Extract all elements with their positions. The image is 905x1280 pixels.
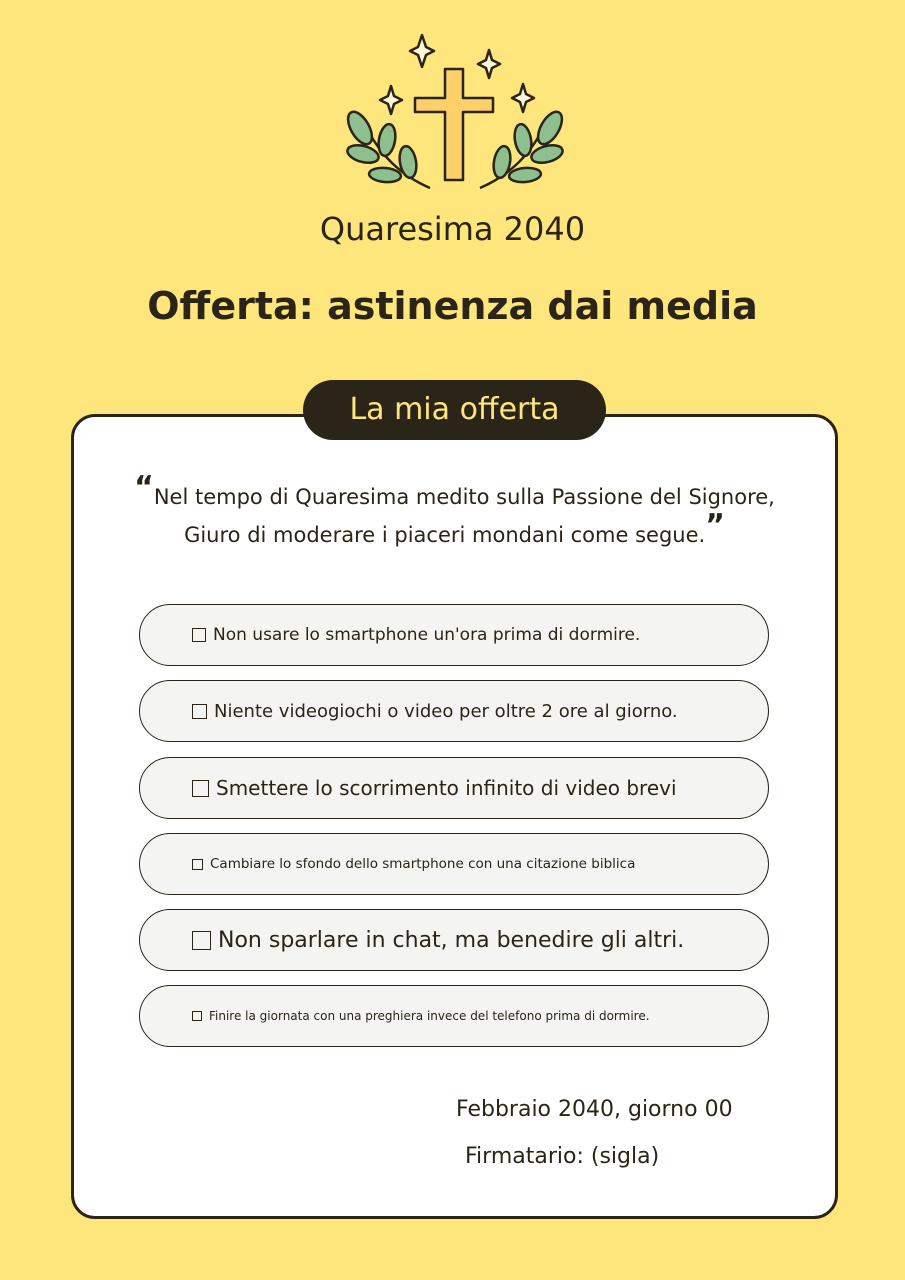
checkbox[interactable]: [192, 859, 203, 870]
pledge-item[interactable]: [139, 757, 769, 819]
quote-line-2: Giuro di moderare i piaceri mondani come segue.: [184, 523, 706, 547]
pledge-item[interactable]: [139, 680, 769, 742]
checkbox[interactable]: [192, 1011, 202, 1021]
checkbox[interactable]: [192, 704, 207, 719]
date-line: Febbraio 2040, giorno 00: [456, 1097, 733, 1122]
checkbox[interactable]: [192, 780, 209, 797]
card-label: La mia offerta: [303, 380, 606, 440]
pledge-quote: [71, 470, 838, 554]
page-title: Offerta: astinenza dai media: [147, 284, 758, 328]
checkbox[interactable]: [192, 931, 211, 950]
subtitle: Quaresima 2040: [319, 210, 586, 248]
close-quote-icon: ”: [705, 508, 725, 543]
pledge-item[interactable]: [139, 985, 769, 1047]
quote-line-1: Nel tempo di Quaresima medito sulla Passione del Signore,: [153, 485, 775, 509]
pledge-item[interactable]: [139, 604, 769, 666]
cross-laurel-emblem-icon: [330, 30, 580, 200]
pledge-item-label: Finire la giornata con una preghiera invece del telefono prima di dormire.: [209, 1009, 650, 1023]
pledge-item-label: Non usare lo smartphone un'ora prima di dormire.: [213, 625, 641, 645]
pledge-item-label: Non sparlare in chat, ma benedire gli altri.: [218, 927, 685, 953]
checkbox[interactable]: [192, 628, 206, 642]
pledge-item-label: Cambiare lo sfondo dello smartphone con una citazione biblica: [210, 856, 636, 872]
open-quote-icon: “: [134, 470, 154, 505]
pledge-item-label: Niente videogiochi o video per oltre 2 ore al giorno.: [214, 700, 678, 722]
pledge-item-label: Smettere lo scorrimento infinito di video brevi: [216, 776, 677, 800]
pledge-item[interactable]: [139, 909, 769, 971]
signer-line: Firmatario: (sigla): [465, 1144, 660, 1169]
pledge-item[interactable]: [139, 833, 769, 895]
